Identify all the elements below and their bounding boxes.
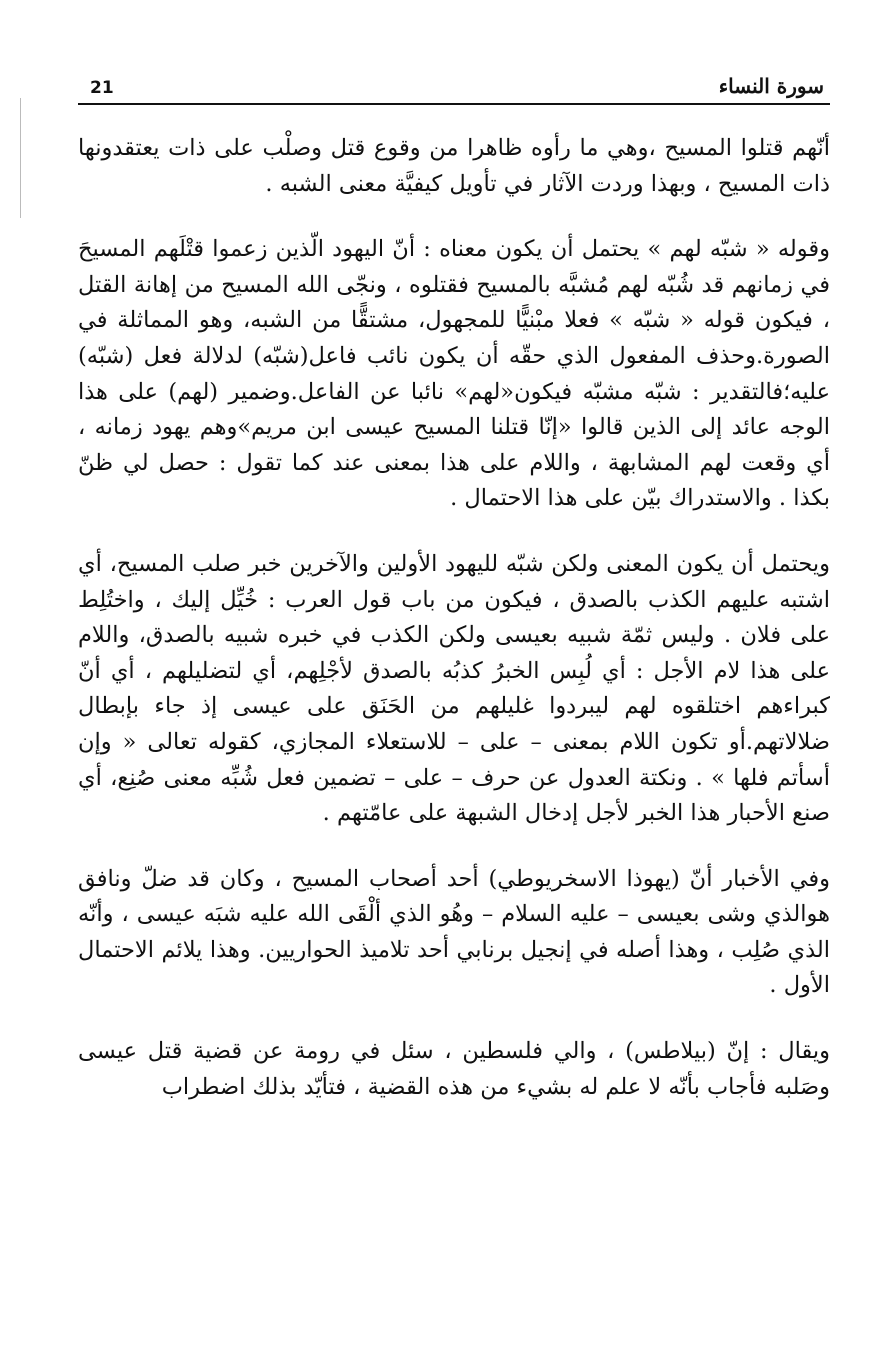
header-rule	[78, 103, 830, 105]
surah-title: سورة النساء	[718, 74, 824, 98]
paragraph: ويقال : إنّ (بيلاطس) ، والي فلسطين ، سئل في رومة عن قضية قتل عيسى وصَلبه فأجاب بأنّه لا علم له بشيء من هذه القضية ، فتأيّد بذلك اضطراب	[78, 1038, 830, 1100]
paragraph: أنّهم قتلوا المسيح ،وهي ما رأوه ظاهرا من وقوع قتل وصلْب على ذات يعتقدونها ذات المسيح ، وبهذا وردت الآثار في تأويل كيفيَّة معنى الشبه .	[78, 135, 830, 197]
page-header	[78, 68, 830, 102]
paragraph: ويحتمل أن يكون المعنى ولكن شبّه لليهود الأولين والآخرين خبر صلب المسيح، أي اشتبه عليهم الكذب بالصدق ، فيكون من باب قول العرب : خُيِّل إليك ، واختُلِط على فلان . وليس ثمّة شبيه بعيسى ولكن الكذب في خبره شبيه بالصدق، واللام على هذا لام الأجل : أي لُبِس الخبرُ كذبُه بالصدق لأجْلِهم، أي لتضليلهم ، أي أنّ كبراءهم اختلقوه لهم ليبردوا غليلهم من الحَنَق على عيسى إذ جاء بإبطال ضلالاتهم.أو تكون اللام بمعنى – على – للاستعلاء المجازي، كقوله تعالى « وإن أسأتم فلها » . ونكتة العدول عن حرف – على – تضمين فعل شُبِّه معنى صُنِع، أي صنع الأحبار هذا الخبر لأجل إدخال الشبهة على عامّتهم .	[78, 550, 830, 827]
paragraph: وقوله « شبّه لهم » يحتمل أن يكون معناه : أنّ اليهود الّذين زعموا قتْلَهم المسيحَ في زمانهم قد شُبّه لهم مُشبَّه بالمسيح فقتلوه ، ونجّى الله المسيح من إهانة القتل ، فيكون قوله « شبّه » فعلا مبْنيًّا للمجهول، مشتقًّا من الشبه، وهو المماثلة في الصورة.وحذف المفعول الذي حقّه أن يكون نائب فاعل(شبّه) لدلالة فعل (شبّه) عليه؛فالتقدير : شبّه مشبّه فيكون«لهم» نائبا عن الفاعل.وضمير (لهم) على هذا الوجه عائد إلى الذين قالوا «إنّا قتلنا المسيح عيسى ابن مريم»وهم يهود زمانه ، أي وقعت لهم المشابهة ، واللام على هذا بمعنى عند كما تقول : حصل لي ظنّ بكذا . والاستدراك بيّن على هذا الاحتمال .	[78, 236, 830, 512]
body-text	[78, 131, 830, 1105]
paragraph-gap	[78, 517, 830, 547]
paragraph-gap	[78, 202, 830, 232]
paragraph-gap	[78, 1004, 830, 1034]
paragraph: وفي الأخبار أنّ (يهوذا الاسخريوطي) أحد أصحاب المسيح ، وكان قد ضلّ ونافق هوالذي وشى بعيسى – عليه السلام – وهُو الذي ألْقَى الله عليه شبَه عيسى ، وأنّه الذي صُلِب ، وهذا أصله في إنجيل برنابي أحد تلاميذ الحواريين. وهذا يلائم الاحتمال الأول .	[78, 865, 830, 999]
paragraph-gap	[78, 832, 830, 862]
page-number: 21	[90, 78, 114, 98]
margin-line	[20, 98, 21, 218]
